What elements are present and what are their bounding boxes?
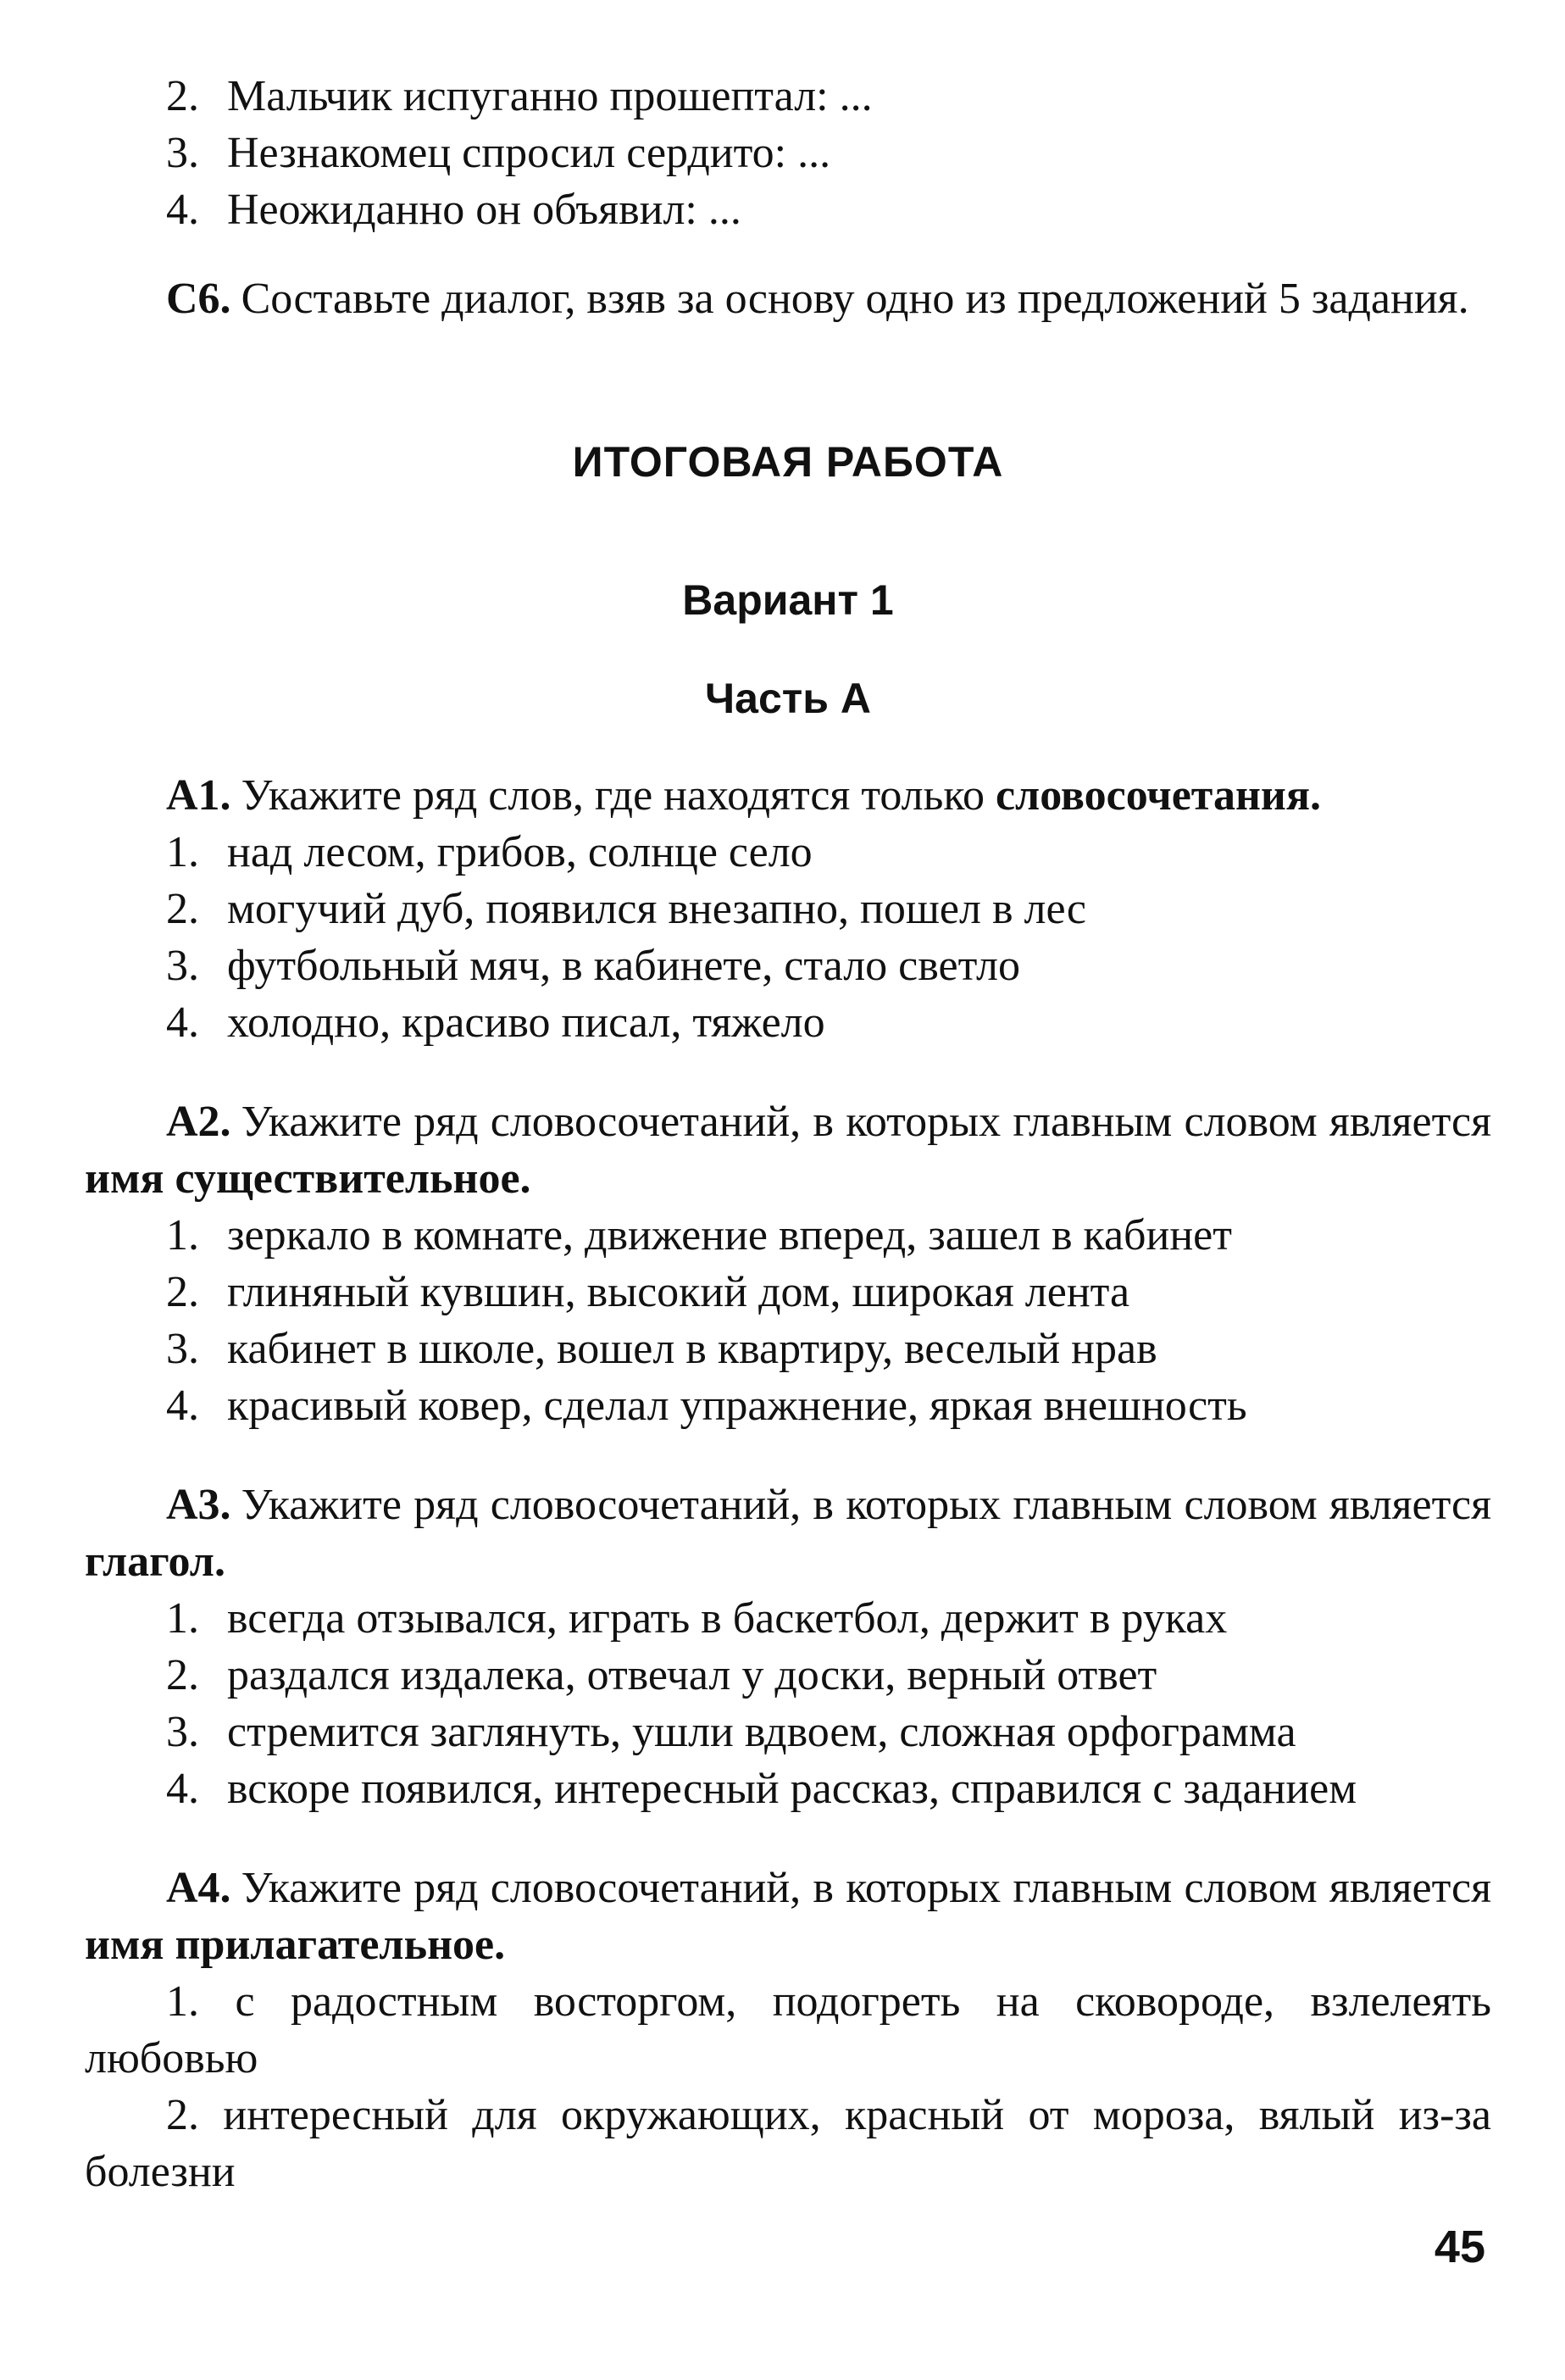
list-item (85, 125, 1491, 181)
task-a2 (85, 1093, 1491, 1434)
task-code: А2. (166, 1098, 231, 1146)
option-text: вскоре появился, интересный рассказ, справился с заданием (227, 1765, 1357, 1813)
answer-option (85, 881, 1491, 937)
list-item (85, 68, 1491, 125)
option-text: холодно, красиво писал, тяжело (227, 998, 825, 1047)
answer-option (85, 1704, 1491, 1760)
option-text: футбольный мяч, в кабинете, стало светло (227, 942, 1020, 990)
item-text: Незнакомец спросил сердито: ... (227, 129, 831, 177)
option-text: с радостным восторгом, подогреть на сковороде, взлелеять любовью (85, 1977, 1491, 2082)
item-number: 2. (166, 72, 199, 120)
task-code: А4. (166, 1864, 231, 1912)
task-c6 (85, 270, 1491, 327)
task-a4 (85, 1860, 1491, 2200)
document-page (85, 68, 1491, 2200)
task-text: Укажите ряд словосочетаний, в которых главным словом является (241, 1098, 1491, 1146)
answer-option (85, 1973, 1491, 2087)
option-text: стремится заглянуть, ушли вдвоем, сложная орфограмма (227, 1708, 1296, 1756)
item-number: 3. (166, 129, 199, 177)
variant-heading: Вариант 1 (682, 576, 894, 624)
task-text: Укажите ряд слов, где находятся только (241, 771, 985, 820)
task-question (85, 1860, 1491, 1973)
answer-option (85, 1760, 1491, 1817)
option-number: 1. (166, 1977, 199, 2026)
option-text: кабинет в школе, вошел в квартиру, веселый нрав (227, 1325, 1157, 1373)
answer-option (85, 1264, 1491, 1321)
option-number: 1. (166, 828, 199, 876)
task-a3 (85, 1476, 1491, 1817)
page-number: 45 (1434, 2222, 1485, 2272)
option-text: глиняный кувшин, высокий дом, широкая лента (227, 1268, 1130, 1316)
task-bold-term: имя прилагательное. (85, 1921, 506, 1969)
task-bold-term: глагол. (85, 1538, 225, 1586)
task-a1 (85, 767, 1491, 1051)
page-title: ИТОГОВАЯ РАБОТА (572, 438, 1004, 486)
task-code: С6. (166, 275, 231, 323)
task-code: А1. (166, 771, 231, 820)
answer-option (85, 1207, 1491, 1264)
task-bold-term: имя существительное. (85, 1154, 531, 1203)
answer-option (85, 994, 1491, 1051)
option-number: 2. (166, 2091, 199, 2139)
task-question (85, 767, 1491, 824)
answer-option (85, 2087, 1491, 2200)
option-text: зеркало в комнате, движение вперед, зашел в кабинет (227, 1211, 1232, 1260)
answer-option (85, 1590, 1491, 1647)
option-text: над лесом, грибов, солнце село (227, 828, 813, 876)
option-number: 3. (166, 1708, 199, 1756)
task-text: Укажите ряд словосочетаний, в которых главным словом является (241, 1481, 1491, 1529)
answer-option (85, 1321, 1491, 1377)
option-number: 4. (166, 1382, 199, 1430)
task-question (85, 1093, 1491, 1207)
option-number: 4. (166, 1765, 199, 1813)
option-number: 1. (166, 1211, 199, 1260)
option-number: 3. (166, 1325, 199, 1373)
option-number: 2. (166, 1651, 199, 1699)
top-items (85, 68, 1491, 238)
task-question (85, 1476, 1491, 1590)
task-text: Укажите ряд словосочетаний, в которых главным словом является (241, 1864, 1491, 1912)
task-text: Составьте диалог, взяв за основу одно из предложений 5 задания. (241, 275, 1469, 323)
item-number: 4. (166, 186, 199, 234)
answer-option (85, 824, 1491, 881)
item-text: Мальчик испуганно прошептал: ... (227, 72, 873, 120)
option-number: 2. (166, 1268, 199, 1316)
option-number: 2. (166, 885, 199, 933)
task-code: А3. (166, 1481, 231, 1529)
answer-option (85, 1647, 1491, 1704)
option-text: раздался издалека, отвечал у доски, верный ответ (227, 1651, 1157, 1699)
option-text: могучий дуб, появился внезапно, пошел в лес (227, 885, 1086, 933)
option-text: всегда отзывался, играть в баскетбол, держит в руках (227, 1594, 1228, 1643)
list-item (85, 181, 1491, 238)
answer-option (85, 1377, 1491, 1434)
task-bold-term: словосочетания. (995, 771, 1322, 820)
option-text: интересный для окружающих, красный от мороза, вялый из-за болезни (85, 2091, 1492, 2196)
item-text: Неожиданно он объявил: ... (227, 186, 741, 234)
option-number: 3. (166, 942, 199, 990)
answer-option (85, 937, 1491, 994)
option-text: красивый ковер, сделал упражнение, яркая внешность (227, 1382, 1247, 1430)
option-number: 1. (166, 1594, 199, 1643)
part-heading: Часть А (705, 675, 871, 722)
option-number: 4. (166, 998, 199, 1047)
